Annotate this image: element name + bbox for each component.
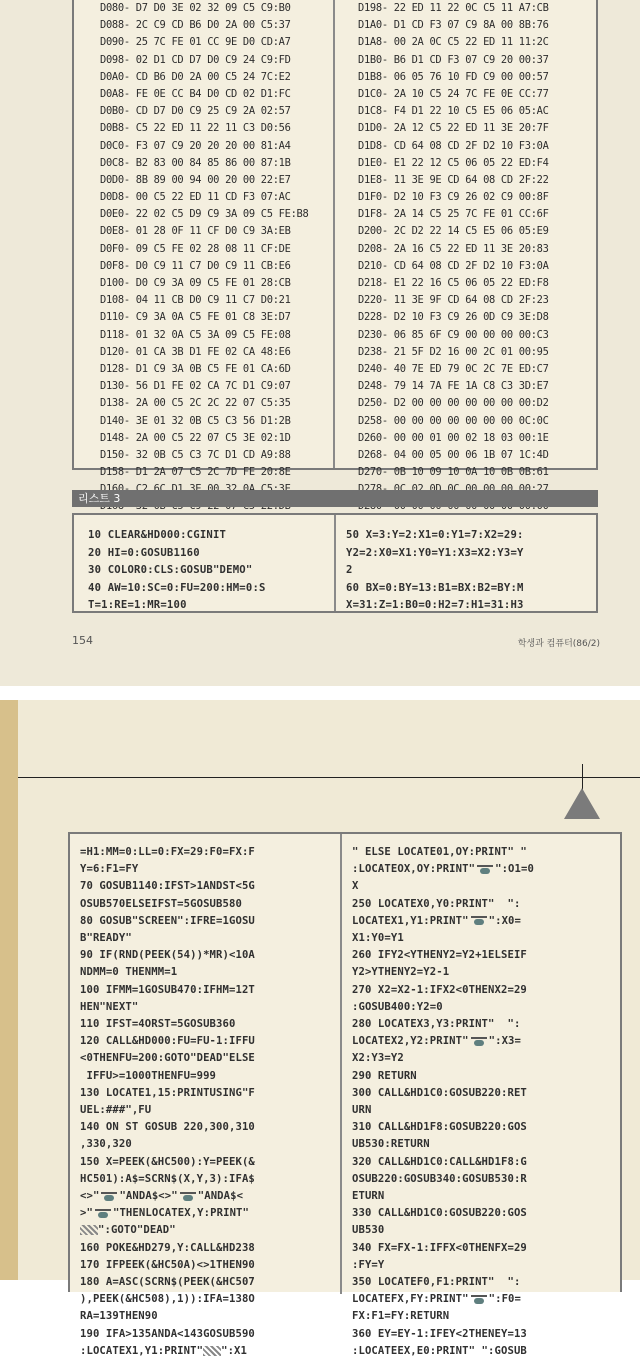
code-line: 190 IFA>135ANDA<143GOSUB590 (80, 1327, 255, 1340)
code-line: HC501):A$=SCRN$(X,Y,3):IFA$ (80, 1172, 255, 1185)
code-line: UB530:RETURN (352, 1138, 430, 1151)
hex-row: D0B0- CD D7 D0 C9 25 C9 2A 02:57 (100, 105, 291, 118)
hex-row: D1D8- CD 64 08 CD 2F D2 10 F3:0A (358, 139, 549, 152)
hex-row: D0D8- 00 C5 22 ED 11 CD F3 07:AC (100, 191, 291, 204)
hex-row: D1E0- E1 22 12 C5 06 05 22 ED:F4 (358, 156, 549, 169)
code-line: IFFU>=1000THENFU=999 (80, 1069, 217, 1082)
code-line: UB530 (352, 1224, 385, 1237)
hex-row: D1B0- B6 D1 CD F3 07 C9 20 00:37 (358, 53, 549, 66)
hex-row: D138- 2A 00 C5 2C 2C 22 07 C5:35 (100, 397, 291, 410)
code-line: 120 CALL&HD000:FU=FU-1:IFFU (80, 1035, 255, 1048)
code-line: 40 AW=10:SC=0:FU=200:HM=0:S (88, 581, 266, 594)
code-line: 170 IFPEEK(&HC50A)<>1THEN90 (80, 1258, 255, 1271)
code-line: ":GOTO"DEAD" (80, 1222, 255, 1239)
code-line: :FY=Y (352, 1258, 385, 1271)
code-line: 350 LOCATEF0,F1:PRINT" ": (352, 1276, 521, 1289)
code-line: " ELSE LOCATE01,OY:PRINT" " (352, 846, 527, 858)
hex-row: D1A0- D1 CD F3 07 C9 8A 00 8B:76 (358, 19, 549, 32)
code-line: RA=139THEN90 (80, 1310, 158, 1323)
page-gap (0, 686, 640, 700)
magazine-page-155 (0, 700, 640, 1357)
header-rule (18, 777, 640, 778)
hex-row: D108- 04 11 CB D0 C9 11 C7 D0:21 (100, 294, 291, 307)
hex-row: D210- CD 64 08 CD 2F D2 10 F3:0A (358, 259, 549, 272)
hex-row: D0C8- B2 83 00 84 85 86 00 87:1B (100, 156, 291, 169)
column-divider (333, 0, 335, 468)
publication-name: 학생과 컴퓨터(86/2) (517, 639, 600, 649)
code-line: 260 IFY2<YTHENY2=Y2+1ELSEIF (352, 949, 527, 962)
code-line: 70 GOSUB1140:IFST>1ANDST<5G (80, 880, 255, 893)
code-line: 250 LOCATEX0,Y0:PRINT" ": (352, 897, 521, 910)
helicopter-sprite-icon (178, 1192, 198, 1201)
listing-3-box (72, 513, 598, 613)
code-line: 150 X=PEEK(&HC500):Y=PEEK(& (80, 1155, 255, 1168)
code-line: 140 ON ST GOSUB 220,300,310 (80, 1121, 255, 1134)
code-left-column (80, 844, 255, 1360)
basic-code-listing (68, 832, 622, 1357)
code-line: >" "THENLOCATEX,Y:PRINT" (80, 1207, 250, 1220)
code-line: ),PEEK(&HC508),1)):IFA=138O (80, 1293, 255, 1306)
hex-dump-listing (72, 0, 598, 479)
code-line: 180 A=ASC(SCRN$(PEEK(&HC507 (80, 1276, 255, 1289)
hex-row: D1F0- D2 10 F3 C9 26 02 C9 00:8F (358, 191, 549, 204)
hex-row: D130- 56 D1 FE 02 CA 7C D1 C9:07 (100, 380, 291, 393)
code-line: UEL:###",FU (80, 1104, 152, 1117)
code-line: Y2=2:X0=X1:Y0=Y1:X3=X2:Y3=Y (346, 546, 524, 559)
hex-row: D128- D1 C9 3A 0B C5 FE 01 CA:6D (100, 362, 291, 375)
hex-row: D0D0- 8B 89 00 94 00 20 00 22:E7 (100, 173, 291, 186)
explosion-sprite-icon (203, 1346, 221, 1356)
code-line: 320 CALL&HD1C0:CALL&HD1F8:G (352, 1155, 527, 1168)
hex-row: D100- D0 C9 3A 09 C5 FE 01 28:CB (100, 277, 291, 289)
hex-row: D120- 01 CA 3B D1 FE 02 CA 48:E6 (100, 345, 291, 358)
code-line: NDMM=0 THENMM=1 (80, 966, 178, 979)
code-line: 2 (346, 564, 353, 576)
hex-row: D268- 04 00 05 00 06 1B 07 1C:4D (358, 448, 549, 461)
code-line: FX:F1=FY:RETURN (352, 1310, 450, 1323)
code-line: 160 POKE&HD279,Y:CALL&HD238 (80, 1241, 255, 1254)
hex-dump-left-column (100, 0, 338, 533)
code-line: 340 FX=FX-1:IFFX<0THENFX=29 (352, 1241, 527, 1254)
code-line: LOCATEX1,Y1:PRINT" ":X0= (352, 914, 521, 927)
hex-row: D118- 01 32 0A C5 3A 09 C5 FE:08 (100, 328, 291, 341)
code-line: 130 LOCATE1,15:PRINTUSING"F (80, 1086, 255, 1099)
helicopter-sprite-icon (469, 1037, 489, 1046)
hex-row: D248- 79 14 7A FE 1A C8 C3 3D:E7 (358, 380, 549, 393)
code-line: X (352, 880, 359, 893)
hex-row: D0C0- F3 07 C9 20 20 20 00 81:A4 (100, 139, 291, 152)
code-line: <0THENFU=200:GOTO"DEAD"ELSE (80, 1052, 255, 1065)
hex-row: D250- D2 00 00 00 00 00 00 00:D2 (358, 397, 549, 410)
hex-row: D258- 00 00 00 00 00 00 00 0C:0C (358, 414, 549, 427)
code-line: T=1:RE=1:MR=100 (88, 599, 187, 611)
hex-row: D1B8- 06 05 76 10 FD C9 00 00:57 (358, 70, 549, 83)
hex-row: D0A0- CD B6 D0 2A 00 C5 24 7C:E2 (100, 70, 291, 83)
code-line: LOCATEX2,Y2:PRINT" ":X3= (352, 1035, 521, 1048)
hex-row: D110- C9 3A 0A C5 FE 01 C8 3E:D7 (100, 311, 291, 324)
hex-row: D1E8- 11 3E 9E CD 64 08 CD 2F:22 (358, 173, 549, 186)
hex-row: D080- D7 D0 3E 02 32 09 C5 C9:B0 (100, 2, 291, 14)
hex-row: D098- 02 D1 CD D7 D0 C9 24 C9:FD (100, 53, 291, 66)
code-line: 360 EY=EY-1:IFEY<2THENEY=13 (352, 1327, 527, 1340)
code-line: 100 IFMM=1GOSUB470:IFHM=12T (80, 983, 255, 996)
code-line: 60 BX=0:BY=13:B1=BX:B2=BY:M (346, 581, 524, 594)
code-line: ,330,320 (80, 1138, 132, 1151)
hex-row: D090- 25 7C FE 01 CC 9E D0 CD:A7 (100, 36, 291, 49)
code-line: <>" "ANDA$<>" "ANDA$< (80, 1190, 244, 1203)
hex-row: D0B8- C5 22 ED 11 22 11 C3 D0:56 (100, 122, 291, 135)
code-right-column (352, 844, 534, 1360)
hex-row: D150- 32 0B C5 C3 7C D1 CD A9:88 (100, 448, 291, 461)
code-line: X2:Y3=Y2 (352, 1052, 404, 1065)
code-line: X=31:Z=1:B0=0:H2=7:H1=31:H3 (346, 599, 524, 611)
hex-row: D238- 21 5F D2 16 00 2C 01 00:95 (358, 345, 549, 358)
code-line: :LOCATEOX,OY:PRINT" ":O1=0 (352, 863, 534, 876)
column-divider (340, 834, 342, 1294)
code-line: LOCATEFX,FY:PRINT" ":F0= (352, 1293, 521, 1306)
listing-3-label: 리스트 3 (72, 490, 598, 507)
code-line: 280 LOCATEX3,Y3:PRINT" ": (352, 1018, 521, 1031)
code-line: :GOSUB400:Y2=0 (352, 1000, 443, 1013)
hex-row: D1A8- 00 2A 0C C5 22 ED 11 11:2C (358, 36, 549, 49)
hex-row: D228- D2 10 F3 C9 26 0D C9 3E:D8 (358, 311, 549, 324)
hex-row: D1C8- F4 D1 22 10 C5 E5 06 05:AC (358, 105, 549, 118)
helicopter-sprite-icon (99, 1192, 119, 1201)
code-line: :LOCATEX1,Y1:PRINT" ":X1 (80, 1344, 248, 1357)
code-line: 270 X2=X2-1:IFX2<0THENX2=29 (352, 983, 527, 996)
code-line: 10 CLEAR&HD000:CGINIT (88, 529, 227, 541)
hex-row: D0E0- 22 02 C5 D9 C9 3A 09 C5 FE:B8 (100, 208, 309, 221)
hex-row: D220- 11 3E 9F CD 64 08 CD 2F:23 (358, 294, 549, 307)
hex-row: D198- 22 ED 11 22 0C C5 11 A7:CB (358, 2, 549, 14)
listing-3-right-column (346, 527, 524, 615)
code-line: X1:Y0=Y1 (352, 932, 404, 945)
code-line: ETURN (352, 1190, 385, 1203)
code-line: 90 IF(RND(PEEK(54))*MR)<10A (80, 949, 255, 962)
hex-dump-right-column (358, 0, 596, 516)
code-line: 30 COLOR0:CLS:GOSUB"DEMO" (88, 564, 253, 576)
helicopter-sprite-icon (469, 916, 489, 925)
hex-row: D0F0- 09 C5 FE 02 28 08 11 CF:DE (100, 242, 291, 255)
hex-row: D148- 2A 00 C5 22 07 C5 3E 02:1D (100, 431, 291, 444)
page-number: 154 (72, 634, 93, 647)
hex-row: D0F8- D0 C9 11 C7 D0 C9 11 CB:E6 (100, 259, 291, 272)
hex-row: D240- 40 7E ED 79 0C 2C 7E ED:C7 (358, 362, 549, 375)
hex-row: D158- D1 2A 07 C5 2C 7D FE 20:8E (100, 466, 291, 479)
hex-row: D1D0- 2A 12 C5 22 ED 11 3E 20:7F (358, 122, 549, 135)
code-line: Y=6:F1=FY (80, 863, 139, 876)
hex-row: D208- 2A 16 C5 22 ED 11 3E 20:83 (358, 242, 549, 255)
code-line: 310 CALL&HD1F8:GOSUB220:GOS (352, 1121, 527, 1134)
code-line: 20 HI=0:GOSUB1160 (88, 546, 200, 559)
column-divider (334, 515, 336, 611)
code-line: 300 CALL&HD1C0:GOSUB220:RET (352, 1086, 527, 1099)
triangle-marker-icon (564, 788, 600, 819)
listing-3-left-column (88, 527, 266, 615)
hex-row: D260- 00 00 01 00 02 18 03 00:1E (358, 431, 549, 444)
helicopter-sprite-icon (469, 1295, 489, 1304)
code-line: :LOCATEEX,E0:PRINT" ":GOSUB (352, 1344, 527, 1357)
hex-row: D270- 0B 10 09 10 0A 10 0B 0B:61 (358, 466, 549, 479)
code-line: URN (352, 1104, 372, 1117)
code-line: =H1:MM=0:LL=0:FX=29:F0=FX:F (80, 846, 255, 858)
code-line: HEN"NEXT" (80, 1000, 139, 1013)
hex-row: D1C0- 2A 10 C5 24 7C FE 0E CC:77 (358, 87, 549, 100)
hex-row: D200- 2C D2 22 14 C5 E5 06 05:E9 (358, 225, 549, 238)
code-line: 50 X=3:Y=2:X1=0:Y1=7:X2=29: (346, 529, 524, 541)
helicopter-sprite-icon (475, 865, 495, 874)
code-line: 80 GOSUB"SCREEN":IFRE=1GOSU (80, 914, 255, 927)
code-line: 290 RETURN (352, 1069, 417, 1082)
code-line: OSUB570ELSEIFST=5GOSUB580 (80, 897, 242, 910)
hex-row: D1F8- 2A 14 C5 25 7C FE 01 CC:6F (358, 208, 549, 221)
hex-row: D0E8- 01 28 0F 11 CF D0 C9 3A:EB (100, 225, 291, 238)
helicopter-sprite-icon (93, 1209, 113, 1218)
hex-row: D218- E1 22 16 C5 06 05 22 ED:F8 (358, 277, 549, 289)
hex-row: D0A8- FE 0E CC B4 D0 CD 02 D1:FC (100, 87, 291, 100)
code-line: 110 IFST=4ORST=5GOSUB360 (80, 1018, 236, 1031)
code-line: 330 CALL&HD1C0:GOSUB220:GOS (352, 1207, 527, 1220)
code-line: B"READY" (80, 932, 132, 945)
code-line: OSUB220:GOSUB340:GOSUB530:R (352, 1172, 527, 1185)
code-line: Y2>YTHENY2=Y2-1 (352, 966, 450, 979)
explosion-sprite-icon (80, 1225, 98, 1235)
hex-row: D140- 3E 01 32 0B C5 C3 56 D1:2B (100, 414, 291, 427)
hex-row: D230- 06 85 6F C9 00 00 00 00:C3 (358, 328, 549, 341)
hex-row: D088- 2C C9 CD B6 D0 2A 00 C5:37 (100, 19, 291, 32)
